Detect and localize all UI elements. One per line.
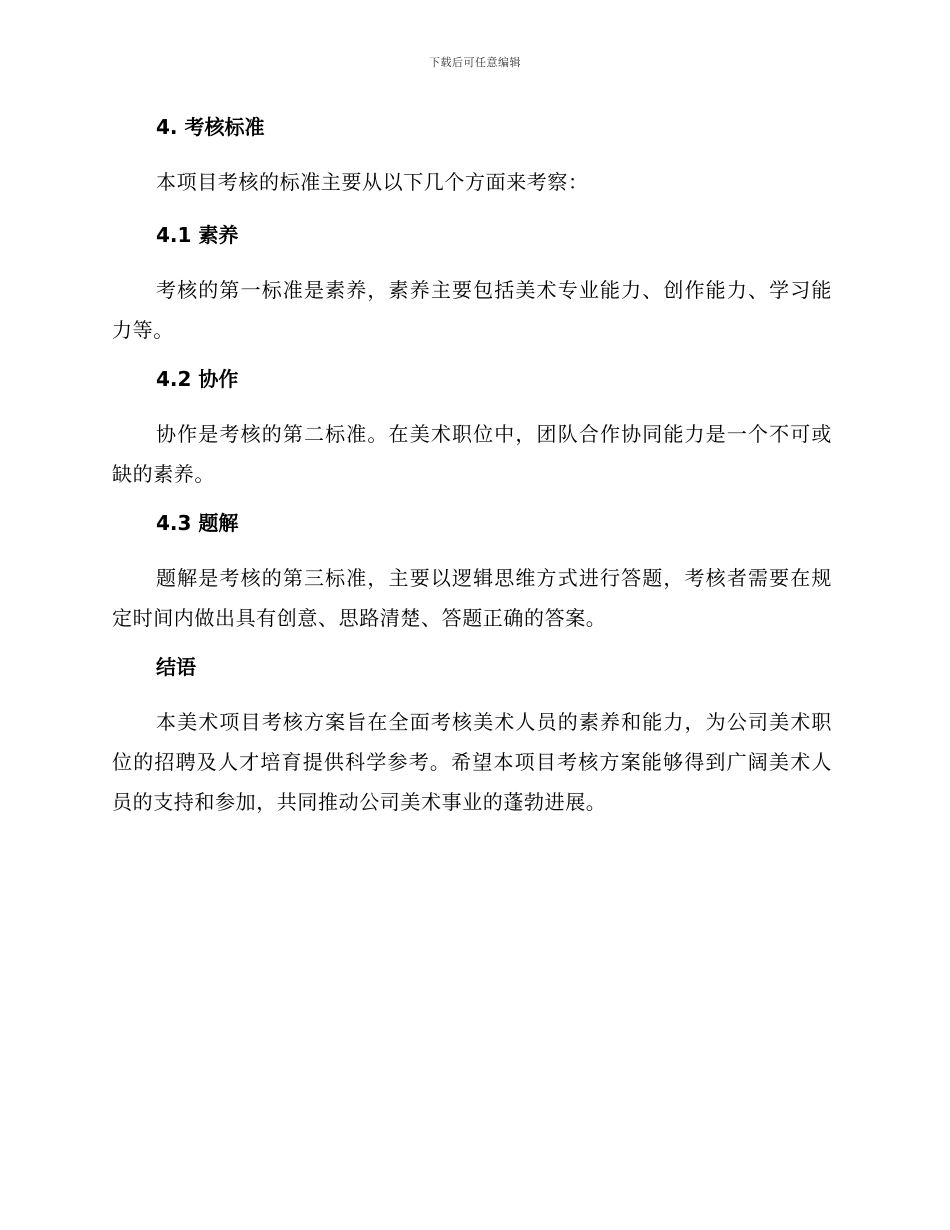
section-4-intro: 本项目考核的标准主要从以下几个方面来考察：	[156, 170, 589, 194]
section-4-1-body: 考核的第一标准是素养，素养主要包括美术专业能力、创作能力、学习能力等。	[112, 278, 832, 342]
section-4-2-body: 协作是考核的第二标准。在美术职位中，团队合作协同能力是一个不可或缺的素养。	[112, 422, 832, 486]
document-body	[112, 110, 832, 834]
page-header-note: 下载后可任意编辑	[429, 56, 521, 69]
conclusion-heading: 结语	[156, 655, 196, 679]
section-heading-4-2: 4.2 协作	[156, 367, 239, 391]
section-4-3-body: 题解是考核的第三标准，主要以逻辑思维方式进行答题，考核者需要在规定时间内做出具有创意、思路清楚、答题正确的答案。	[112, 566, 832, 630]
section-heading-4-3: 4.3 题解	[156, 511, 239, 535]
conclusion-body: 本美术项目考核方案旨在全面考核美术人员的素养和能力，为公司美术职位的招聘及人才培育提供科学参考。希望本项目考核方案能够得到广阔美术人员的支持和参加，共同推动公司美术事业的蓬勃进展。	[112, 710, 832, 814]
section-heading-4: 4. 考核标准	[156, 115, 265, 139]
section-heading-4-1: 4.1 素养	[156, 223, 239, 247]
